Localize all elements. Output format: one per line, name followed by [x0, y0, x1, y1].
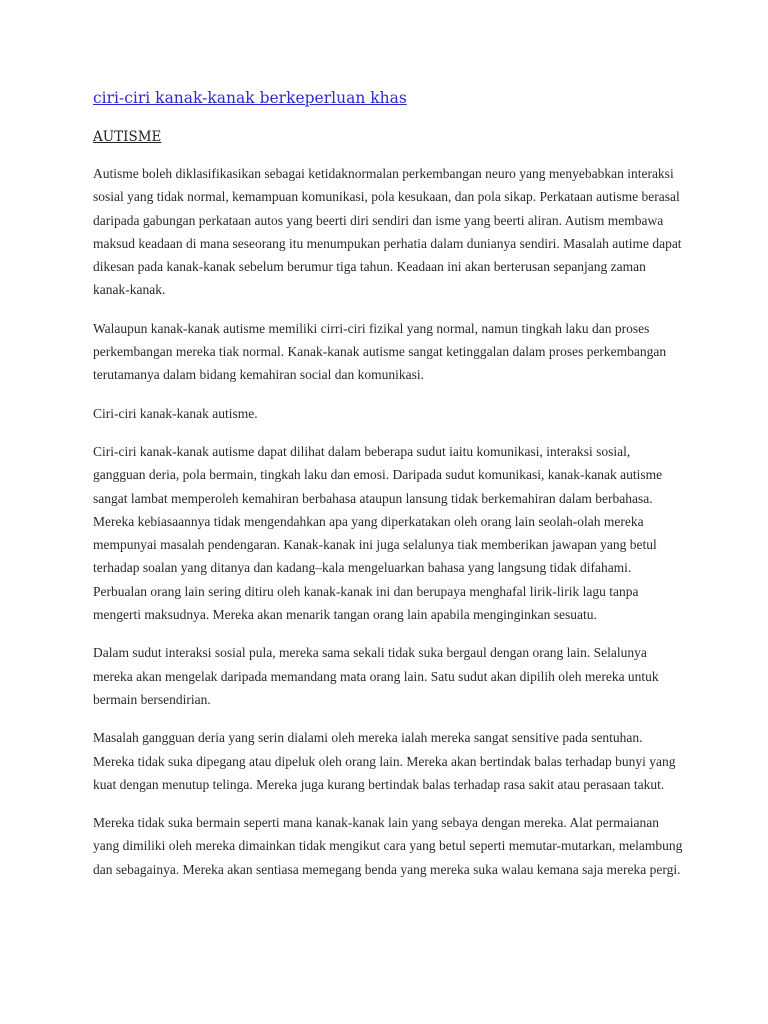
paragraph: Masalah gangguan deria yang serin dialami oleh mereka ialah mereka sangat sensitive pada sentuhan. Mereka tidak suka dipegang atau dipeluk oleh orang lain. Mereka akan bertindak balas terhadap bunyi yang kuat dengan menutup telinga. Mereka juga kurang bertindak balas terhadap rasa sakit atau perasaan takut. — [93, 730, 676, 792]
section-heading: AUTISME — [93, 129, 162, 145]
document-body — [93, 88, 683, 896]
document-title-link[interactable]: ciri-ciri kanak-kanak berkeperluan khas — [93, 89, 407, 107]
paragraph: Walaupun kanak-kanak autisme memiliki cirri-ciri fizikal yang normal, namun tingkah laku dan proses perkembangan mereka tiak normal. Kanak-kanak autisme sangat ketinggalan dalam proses perkembangan terutamanya dalam bidang kemahiran social dan komunikasi. — [93, 320, 667, 383]
paragraph: Ciri-ciri kanak-kanak autisme. — [93, 405, 258, 421]
paragraph: Autisme boleh diklasifikasikan sebagai ketidaknormalan perkembangan neuro yang menyebabkan interaksi sosial yang tidak normal, kemampuan komunikasi, pola kesukaan, dan pola sikap. Perkataan autisme berasal daripada gabungan perkataan autos yang beerti diri sendiri dan isme yang beerti aliran. Autism membawa maksud keadaan di mana seseorang itu menumpukan perhatia dalam dunianya sendiri. Masalah autime dapat dikesan pada kanak-kanak sebelum berumur tiga tahun. Keadaan ini akan berterusan sepanjang zaman kanak-kanak. — [93, 166, 682, 298]
paragraph: Ciri-ciri kanak-kanak autisme dapat dilihat dalam beberapa sudut iaitu komunikasi, interaksi sosial, gangguan deria, pola bermain, tingkah laku dan emosi. Daripada sudut komunikasi, kanak-kanak autisme sangat lambat memperoleh kemahiran berbahasa ataupun lansung tidak berkemahiran dalam berbahasa. Mereka kebiasaannya tidak mengendahkan apa yang diperkatakan oleh orang lain seolah-olah mereka mempunyai masalah pendengaran. Kanak-kanak ini juga selalunya tiak memberikan jawapan yang betul terhadap soalan yang ditanya dan kadang–kala mengeluarkan bahasa yang langsung tidak difahami. Perbualan orang lain sering ditiru oleh kanak-kanak ini dan berupaya menghafal lirik-lirik lagu tanpa mengerti maksudnya. Mereka akan menarik tangan orang lain apabila menginginkan sesuatu. — [93, 443, 663, 623]
paragraph: Dalam sudut interaksi sosial pula, mereka sama sekali tidak suka bergaul dengan orang lain. Selalunya mereka akan mengelak daripada memandang mata orang lain. Satu sudut akan dipilih oleh mereka untuk bermain bersendirian. — [93, 645, 659, 707]
paragraph: Mereka tidak suka bermain seperti mana kanak-kanak lain yang sebaya dengan mereka. Alat permaianan yang dimiliki oleh mereka dimainkan tidak mengikut cara yang betul seperti memutar-mutarkan, melambung dan sebagainya. Mereka akan sentiasa memegang benda yang mereka suka walau kemana saja mereka pergi. — [93, 815, 683, 877]
